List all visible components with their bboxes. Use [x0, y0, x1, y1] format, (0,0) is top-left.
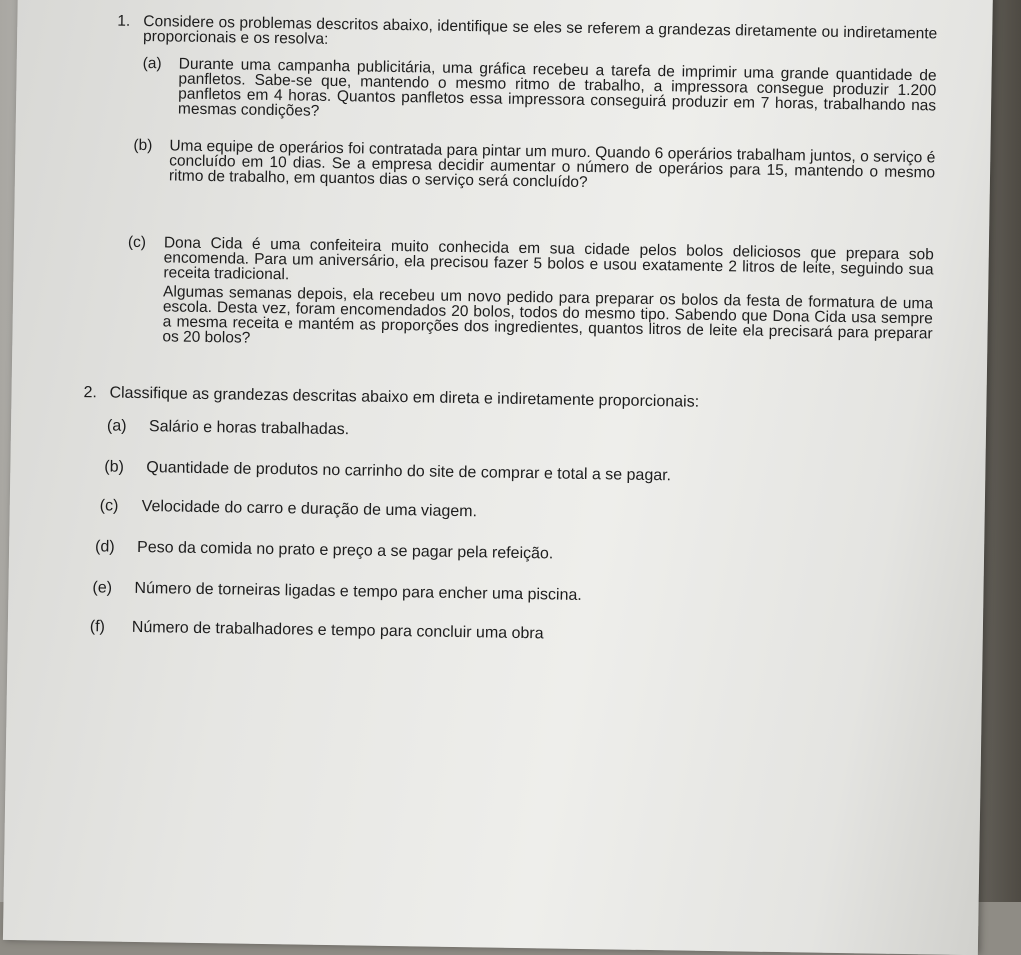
worksheet-content [83, 12, 938, 648]
list-item [90, 619, 928, 647]
list-item [92, 580, 928, 608]
list-item [100, 498, 930, 526]
question-2 [80, 385, 932, 647]
item-text: Durante uma campanha publicitária, uma gráfica recebeu a tarefa de imprimir uma grande quantidade de panfletos. Sabe-se que, mantendo o mesmo ritmo de trabalho, a impressora consegue produzir 1.200 panfletos em 4 horas. Quantos panfletos essa impressora conseguirá produzir em 7 horas, trabalhando nas mesmas condições? [177, 55, 937, 120]
item-label: (f) [89, 618, 106, 636]
question-item [142, 56, 937, 128]
list-item [104, 459, 930, 487]
question-number: 1. [117, 12, 131, 30]
question-1 [112, 14, 937, 357]
item-text-block [162, 235, 934, 356]
item-label: (a) [106, 417, 127, 435]
item-label: (a) [142, 54, 162, 73]
item-label: (c) [99, 497, 119, 515]
item-text: Número de torneiras ligadas e tempo para encher uma piscina. [134, 579, 582, 604]
question-item [133, 138, 936, 196]
item-text: Dona Cida é uma confeiteira muito conhecida em sua cidade pelos bolos deliciosos que prepara sob encomenda. Para um aniversário, ela precisou fazer 5 bolos e usou exatamente 2 litros de leite, seguindo sua receita tradicional. [163, 234, 934, 284]
question-number: 2. [83, 384, 98, 402]
question-2-header [83, 385, 931, 413]
classification-list [88, 418, 931, 647]
item-label: (d) [94, 538, 115, 556]
question-prompt: Considere os problemas descritos abaixo, identifique se eles se referem a grandezas diretamente ou indiretamente proporcionais e os resolva: [142, 12, 938, 48]
question-1-header [117, 14, 937, 57]
question-prompt: Classifique as grandezas descritas abaixo em direta e indiretamente proporcionais: [109, 384, 700, 411]
item-label: (b) [133, 136, 153, 155]
list-item [95, 539, 929, 567]
list-item [107, 418, 931, 446]
paper-sheet [3, 0, 993, 955]
item-text: Velocidade do carro e duração de uma viagem. [141, 498, 478, 521]
item-text: Número de trabalhadores e tempo para concluir uma obra [131, 618, 544, 643]
item-text: Quantidade de produtos no carrinho do site de comprar e total a se pagar. [146, 459, 672, 485]
item-label: (b) [104, 458, 125, 476]
item-text-continued: Algumas semanas depois, ela recebeu um novo pedido para preparar os bolos da festa de formatura de uma escola. Desta vez, foram encomendados 20 bolos, todos do mesmo tipo. Sabendo que Dona Cida usa sempre a mesma receita e mantém as proporções dos ingredientes, quantos litros de leite ela precisará para preparar os 20 bolos? [162, 283, 934, 347]
item-text: Uma equipe de operários foi contratada para pintar um muro. Quando 6 operários trabalham juntos, o serviço é concluído em 10 dias. Se a empresa decidir aumentar o número de operários para 15, mantendo o mesmo ritmo de trabalho, em quantos dias o serviço será concluído? [168, 137, 936, 191]
item-label: (e) [92, 579, 113, 597]
item-label: (c) [127, 233, 147, 252]
item-text: Peso da comida no prato e preço a se pagar pela refeição. [136, 538, 554, 563]
item-text: Salário e horas trabalhadas. [148, 418, 350, 439]
question-item [126, 235, 934, 357]
